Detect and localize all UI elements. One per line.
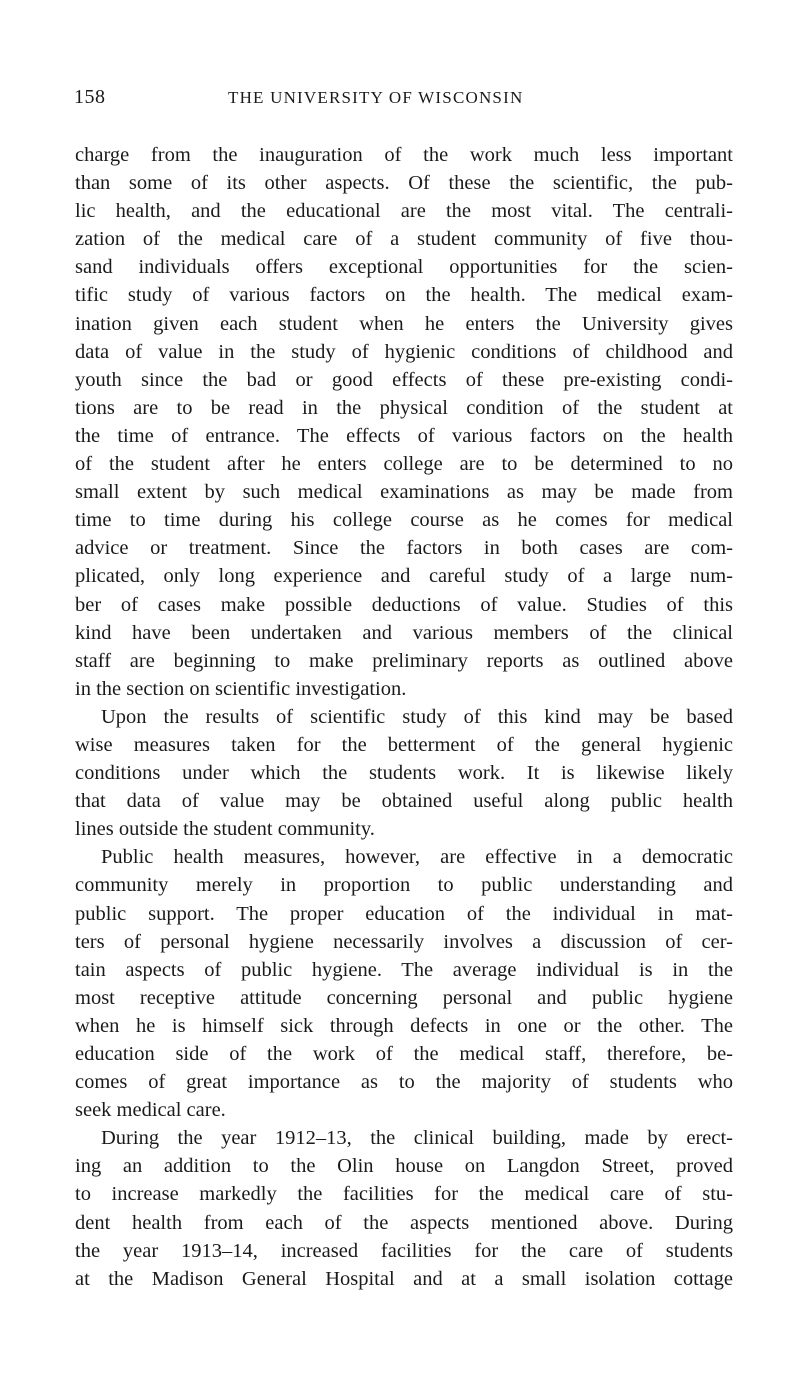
- text-line: tific study of various factors on the health. The medical exam-: [75, 284, 733, 307]
- text-line: community merely in proportion to public understanding and: [75, 874, 733, 897]
- text-line: charge from the inauguration of the work much less important: [75, 144, 733, 166]
- text-line: than some of its other aspects. Of these the scientific, the pub-: [75, 172, 733, 195]
- text-line: time to time during his college course as he comes for medical: [75, 509, 733, 532]
- text-line: youth since the bad or good effects of these pre-existing condi-: [75, 368, 733, 391]
- text-line: education side of the work of the medical staff, therefore, be-: [75, 1043, 733, 1065]
- text-line: ber of cases make possible deductions of value. Studies of this: [75, 593, 733, 616]
- text-line: sand individuals offers exceptional opportunities for the scien-: [75, 256, 733, 279]
- text-line: tain aspects of public hygiene. The average individual is in the: [75, 958, 733, 981]
- text-line: seek medical care.: [75, 1099, 226, 1122]
- text-line: public support. The proper education of the individual in mat-: [75, 902, 733, 925]
- text-line: tions are to be read in the physical condition of the student at: [75, 396, 733, 419]
- text-line: zation of the medical care of a student community of five thou-: [75, 228, 733, 251]
- text-line: ters of personal hygiene necessarily involves a discussion of cer-: [75, 930, 733, 953]
- text-line: comes of great importance as to the majority of students who: [75, 1071, 733, 1094]
- text-line: small extent by such medical examinations as may be made from: [75, 481, 733, 504]
- text-line: to increase markedly the facilities for the medical care of stu-: [75, 1183, 733, 1206]
- text-line: plicated, only long experience and careful study of a large num-: [75, 565, 733, 588]
- text-line: wise measures taken for the betterment of the general hygienic: [75, 733, 733, 756]
- text-line: ination given each student when he enters the University gives: [75, 312, 733, 335]
- body-text: [75, 141, 733, 1293]
- text-line: During the year 1912–13, the clinical building, made by erect-: [101, 1127, 733, 1150]
- text-line: when he is himself sick through defects in one or the other. The: [75, 1014, 733, 1037]
- text-line: conditions under which the students work. It is likewise likely: [75, 762, 733, 785]
- text-line: most receptive attitude concerning personal and public hygiene: [75, 986, 733, 1009]
- text-line: the year 1913–14, increased facilities for the care of students: [75, 1239, 733, 1262]
- text-line: the time of entrance. The effects of various factors on the health: [75, 424, 733, 447]
- text-line: staff are beginning to make preliminary reports as outlined above: [75, 649, 733, 672]
- text-line: kind have been undertaken and various members of the clinical: [75, 621, 733, 644]
- text-line: lines outside the student community.: [75, 818, 375, 841]
- running-head: [74, 86, 734, 114]
- text-line: advice or treatment. Since the factors in both cases are com-: [75, 537, 733, 560]
- paragraph-1: [75, 141, 733, 703]
- page-number: 158: [74, 86, 106, 108]
- text-line: data of value in the study of hygienic conditions of childhood and: [75, 340, 733, 363]
- text-line: Public health measures, however, are effective in a democratic: [101, 846, 733, 869]
- text-line: in the section on scientific investigation.: [75, 677, 407, 700]
- text-line: that data of value may be obtained useful along public health: [75, 790, 733, 813]
- paragraph-2: [75, 703, 733, 843]
- text-line: dent health from each of the aspects mentioned above. During: [75, 1211, 733, 1234]
- running-head-title: THE UNIVERSITY OF WISCONSIN: [228, 88, 524, 107]
- text-line: at the Madison General Hospital and at a small isolation cottage: [75, 1267, 733, 1290]
- paragraph-3: [75, 843, 733, 1124]
- paragraph-4: [75, 1124, 733, 1293]
- text-line: of the student after he enters college are to be determined to no: [75, 453, 733, 476]
- text-line: ing an addition to the Olin house on Langdon Street, proved: [75, 1155, 733, 1178]
- text-line: lic health, and the educational are the most vital. The centrali-: [75, 200, 733, 223]
- text-line: Upon the results of scientific study of this kind may be based: [101, 705, 733, 728]
